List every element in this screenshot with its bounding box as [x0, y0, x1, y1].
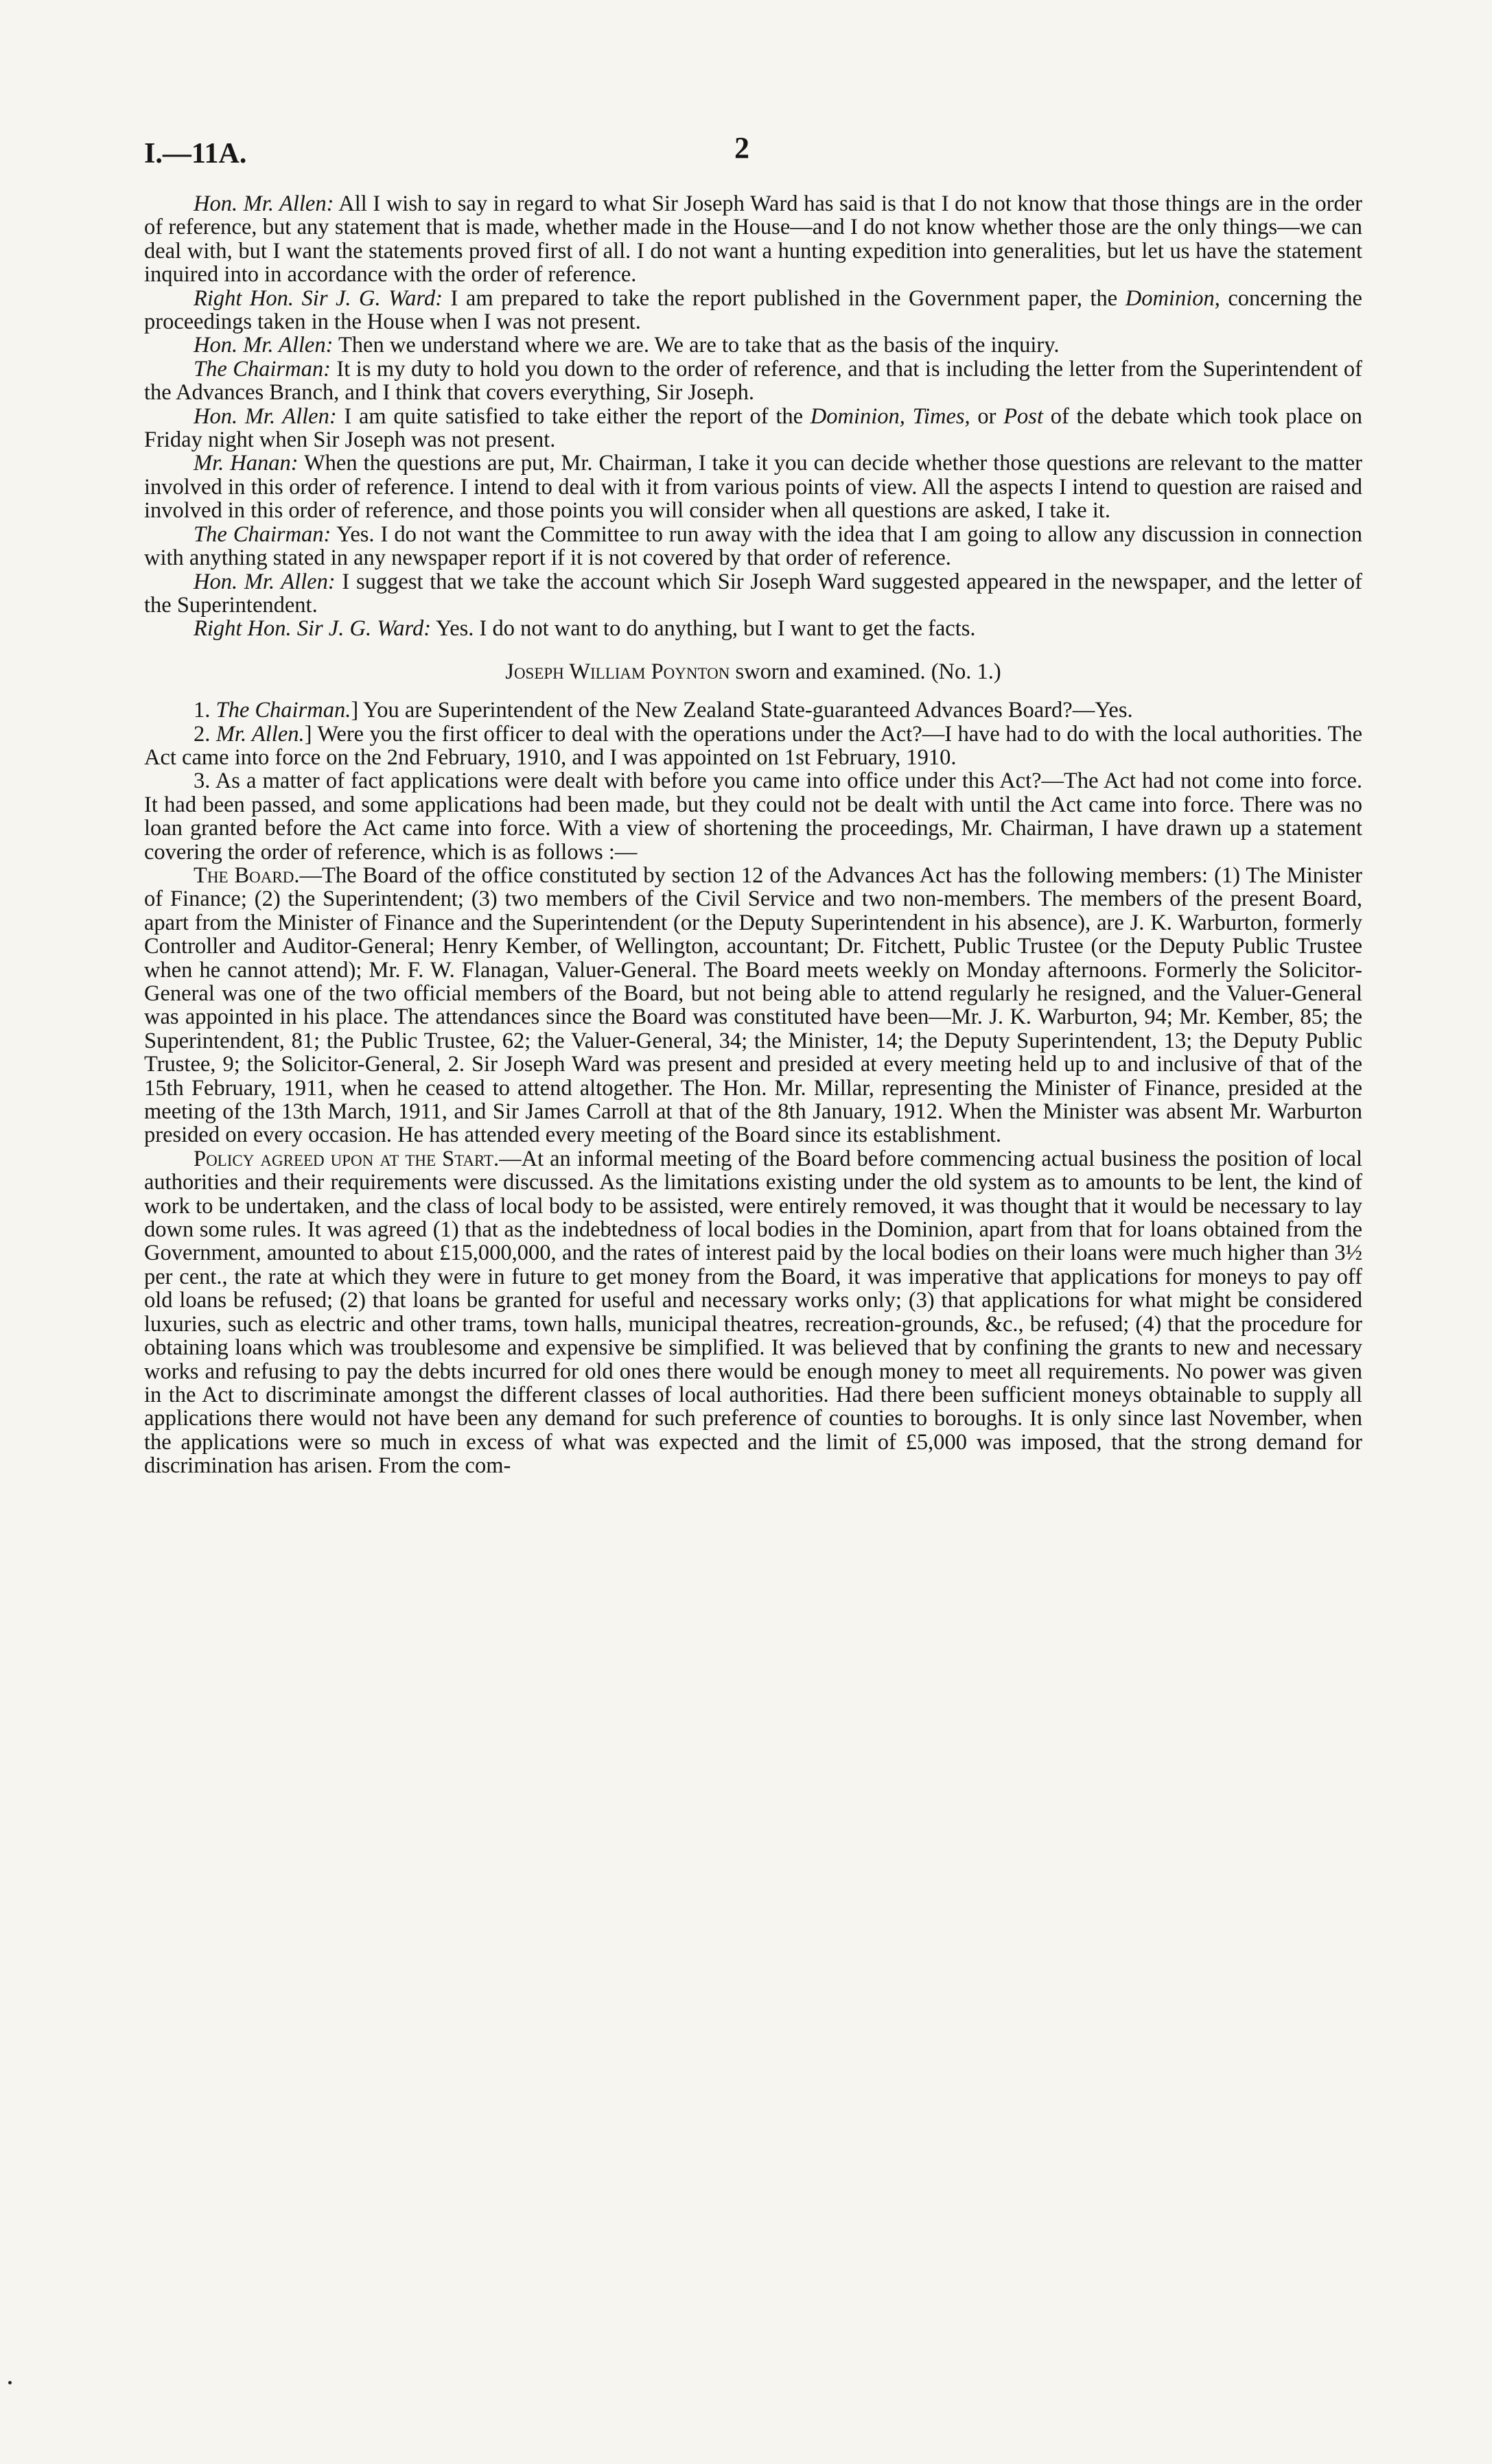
speaker-name: Hon. Mr. Allen:: [194, 569, 336, 594]
paragraph: [144, 357, 1362, 405]
paragraph-text: I am quite satisfied to take either the report of the: [336, 403, 811, 429]
question-text: ] Were you the first officer to deal with the operations under the Act?—I have had to do with the local authorities. The Act came into force on the 2nd February, 1910, and I was appointed on 1st February, 1910.: [144, 721, 1362, 770]
paragraph-text: Yes. I do not want to do anything, but I want to get the facts.: [431, 616, 976, 642]
question: [144, 699, 1362, 722]
question: [144, 723, 1362, 770]
paragraph: [144, 570, 1362, 618]
document-reference: I.—11A.: [144, 138, 247, 169]
section-heading: Policy agreed upon at the Start.: [194, 1146, 500, 1171]
paragraph: [144, 523, 1362, 570]
section-paragraph: [144, 1147, 1362, 1478]
paragraph: [144, 451, 1362, 522]
section-text: —At an informal meeting of the Board before commencing actual business the position of local authorities and their requirements were discussed. As the limitations existing under the old system as to amounts to be lent, the kind of work to be undertaken, and the class of local body to be assisted, were entirely removed, it was thought that it would be necessary to lay down some rules. It was agreed (1) that as the indebtedness of local bodies in the Dominion, apart from that for loans obtained from the Government, amounted to about £15,000,000, and the rates of interest paid by the local bodies on their loans were much higher than 3½ per cent., the rate at which they were in future to get money from the Board, it was imperative that applications for moneys to pay off old loans be refused; (2) that loans be granted for useful and necessary works only; (3) that applications for what might be considered luxuries, such as electric and other trams, town halls, municipal theatres, recreation-grounds, &c., be refused; (4) that the procedure for obtaining loans which was troublesome and expensive be simplified. It was believed that by confining the grants to new and necessary works and refusing to pay the debts incurred for old ones there would be enough money to meet all requirements. No power was given in the Act to discriminate amongst the different classes of local authorities. Had there been sufficient moneys obtainable to supply all applications there would not have been any demand for such preference of counties to boroughs. It is only since last November, when the applications were so much in excess of what was expected and the limit of £5,000 was imposed, that the strong demand for discrimination has arisen. From the com-: [144, 1146, 1362, 1479]
newspaper-name: Dominion: [1125, 285, 1215, 311]
questioner: The Chairman.: [215, 698, 351, 723]
question-number: 2.: [194, 721, 211, 747]
margin-dot: [8, 2381, 12, 2384]
newspaper-name: Dominion, Times,: [810, 403, 970, 429]
paragraph-text: All I wish to say in regard to what Sir Joseph Ward has said is that I do not know that those things are in the order of reference, but any statement that is made, whether made in the House—and I do not know whether those are the only things—we can deal with, but I want the statements proved first of all. I do not want a hunting expedition into generalities, but let us have the statement inquired into in accordance with the order of reference.: [144, 191, 1362, 288]
witness-heading: [144, 660, 1362, 683]
document-page: [144, 130, 1362, 1478]
paragraph-text: When the questions are put, Mr. Chairman, I take it you can decide whether those questions are relevant to the matter involved in this order of reference. I intend to deal with it from various points of view. All the aspects I intend to question are raised and involved in this order of reference, and those points you will consider when all questions are asked, I take it.: [144, 451, 1362, 524]
question-number: 1.: [194, 698, 211, 723]
section-heading: The Board.: [194, 863, 300, 888]
section-paragraph: [144, 864, 1362, 1147]
paragraph-text: , concerning the proceedings taken in the House when I was not present.: [144, 285, 1362, 335]
paragraph-text: Yes. I do not want the Committee to run away with the idea that I am going to allow any discussion in connection with anything stated in any newspaper report if it is not covered by that order of reference.: [144, 521, 1362, 571]
page-number: 2: [734, 131, 749, 165]
page-header: [144, 130, 1362, 192]
paragraph: [144, 617, 1362, 640]
speaker-name: Right Hon. Sir J. G. Ward:: [194, 616, 432, 642]
section-text: —The Board of the office constituted by section 12 of the Advances Act has the following members: (1) The Minister of Finance; (2) the Superintendent; (3) two members of the Civil Service and two non-members. The members of the present Board, apart from the Minister of Finance and the Superintendent (or the Deputy Superintendent in his absence), are J. K. Warburton, formerly Controller and Auditor-General; Henry Kember, of Wellington, accountant; Dr. Fitchett, Public Trustee (or the Deputy Public Trustee when he cannot attend); Mr. F. W. Flanagan, Valuer-General. The Board meets weekly on Monday afternoons. Formerly the Solicitor-General was one of the two official members of the Board, but not being able to attend regularly he resigned, and the Valuer-General was appointed in his place. The attendances since the Board was constituted have been—Mr. J. K. Warburton, 94; Mr. Kember, 85; the Superintendent, 81; the Public Trustee, 62; the Valuer-General, 34; the Minister, 14; the Deputy Superintendent, 13; the Deputy Public Trustee, 9; the Solicitor-General, 2. Sir Joseph Ward was present and presided at every meeting held up to and inclusive of that of the 15th February, 1911, when he ceased to attend altogether. The Hon. Mr. Millar, representing the Minister of Finance, presided at the meeting of the 13th March, 1911, and Sir James Carroll at that of the 8th January, 1912. When the Minister was absent Mr. Warburton presided on every occasion. He has attended every meeting of the Board since its establishment.: [144, 863, 1362, 1148]
question-text: As a matter of fact applications were dealt with before you came into office under this Act?—The Act had not come into force. It had been passed, and some applications had been made, but they could not be dealt with until the Act came into force. There was no loan granted before the Act came into force. With a view of shortening the proceedings, Mr. Chairman, I have drawn up a statement covering the order of reference, which is as follows :—: [144, 768, 1362, 865]
paragraph: [144, 405, 1362, 452]
paragraph: [144, 333, 1362, 357]
paragraph: [144, 287, 1362, 334]
newspaper-name: Post: [1003, 403, 1043, 429]
question-number: 3.: [194, 768, 211, 794]
paragraph-text: I suggest that we take the account which Sir Joseph Ward suggested appeared in the newspaper, and the letter of the Superintendent.: [144, 569, 1362, 618]
speaker-name: The Chairman:: [194, 521, 331, 547]
speaker-name: The Chairman:: [194, 356, 331, 382]
paragraph-text: Then we understand where we are. We are to take that as the basis of the inquiry.: [333, 333, 1060, 358]
document-body: [144, 192, 1362, 1478]
paragraph-text: It is my duty to hold you down to the order of reference, and that is including the letter from the Superintendent of the Advances Branch, and I think that covers everything, Sir Joseph.: [144, 356, 1363, 406]
paragraph-text: of the debate which took place on Friday night when Sir Joseph was not present.: [144, 403, 1362, 453]
speaker-name: Hon. Mr. Allen:: [194, 403, 337, 429]
paragraph-text: I am prepared to take the report published in the Government paper, the: [443, 285, 1126, 311]
speaker-name: Right Hon. Sir J. G. Ward:: [194, 285, 443, 311]
paragraph-text: or: [970, 403, 1004, 429]
question: [144, 769, 1362, 864]
speaker-name: Mr. Hanan:: [194, 451, 299, 476]
speaker-name: Hon. Mr. Allen:: [194, 333, 334, 358]
questioner: Mr. Allen.: [215, 721, 305, 747]
paragraph: [144, 192, 1362, 287]
witness-text: sworn and examined. (No. 1.): [730, 659, 1001, 684]
witness-name: Joseph William Poynton: [505, 659, 730, 684]
question-text: ] You are Superintendent of the New Zealand State-guaranteed Advances Board?—Yes.: [351, 698, 1133, 723]
speaker-name: Hon. Mr. Allen:: [194, 191, 334, 216]
